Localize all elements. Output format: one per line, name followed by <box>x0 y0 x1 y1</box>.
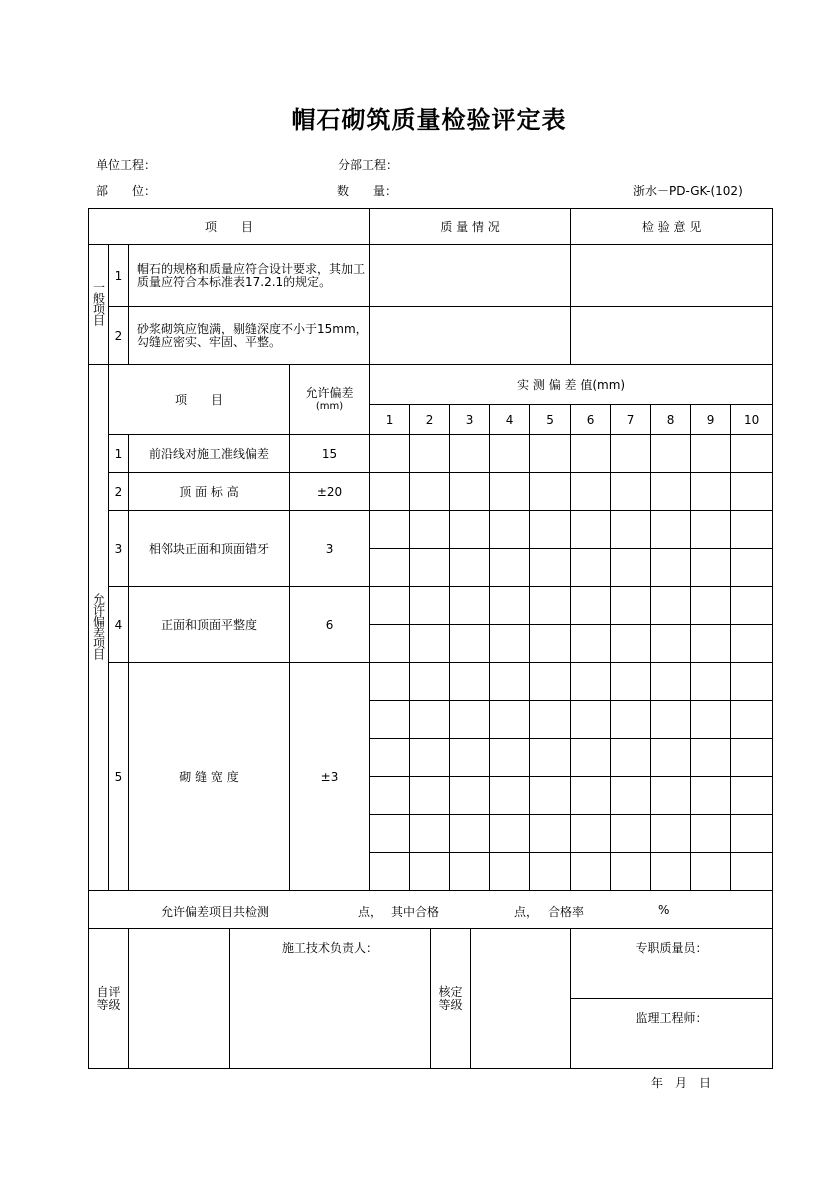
measure-cell[interactable] <box>611 663 651 701</box>
deviation-allow-value: ±3 <box>290 663 370 891</box>
deviation-row <box>89 473 773 511</box>
verify-grade-label: 核定 等级 <box>431 929 471 1069</box>
measure-cell[interactable] <box>651 549 691 587</box>
measure-column-header: 7 <box>611 405 651 435</box>
measure-cell[interactable] <box>490 777 530 815</box>
measure-cell[interactable] <box>731 587 773 625</box>
deviation-item-text: 顶 面 标 高 <box>129 473 290 511</box>
signature-table <box>88 928 773 1069</box>
measure-cell[interactable] <box>490 739 530 777</box>
unit-project-label: 单位工程： <box>96 158 157 172</box>
measure-cell[interactable] <box>490 663 530 701</box>
measure-cell[interactable] <box>611 739 651 777</box>
summary-text-c: 其中合格 <box>391 905 440 919</box>
measure-cell[interactable] <box>651 701 691 739</box>
page-title: 帽石砌筑质量检验评定表 <box>291 106 567 134</box>
measure-cell[interactable] <box>691 663 731 701</box>
measure-cell[interactable] <box>731 739 773 777</box>
deviation-item-header: 项 目 <box>109 365 290 435</box>
measure-cell[interactable] <box>691 435 731 473</box>
measure-cell[interactable] <box>611 777 651 815</box>
measure-cell[interactable] <box>731 435 773 473</box>
measure-cell[interactable] <box>611 587 651 625</box>
measure-cell[interactable] <box>651 625 691 663</box>
measure-cell[interactable] <box>611 625 651 663</box>
measure-cell[interactable] <box>651 815 691 853</box>
measure-cell[interactable] <box>530 701 571 739</box>
measure-cell[interactable] <box>651 777 691 815</box>
measure-cell[interactable] <box>410 435 450 473</box>
measure-cell[interactable] <box>731 853 773 891</box>
measure-cell[interactable] <box>571 511 611 549</box>
header-item: 项 目 <box>89 209 370 245</box>
measure-cell[interactable] <box>691 701 731 739</box>
measure-cell[interactable] <box>490 701 530 739</box>
quality-officer-label: 专职质量员： <box>571 929 773 999</box>
measure-cell[interactable] <box>691 549 731 587</box>
measure-column-header: 4 <box>490 405 530 435</box>
measure-cell[interactable] <box>410 777 450 815</box>
measure-cell[interactable] <box>370 815 410 853</box>
measure-cell[interactable] <box>370 701 410 739</box>
deviation-item-text: 砌 缝 宽 度 <box>129 663 290 891</box>
measure-column-header: 5 <box>530 405 571 435</box>
sub-project-label: 分部工程： <box>338 158 399 172</box>
measure-cell[interactable] <box>651 587 691 625</box>
measure-cell[interactable] <box>651 473 691 511</box>
measure-cell[interactable] <box>691 511 731 549</box>
header-opinion: 检 验 意 见 <box>571 209 773 245</box>
allow-header: 允许偏差 (mm) <box>290 365 370 435</box>
measure-cell[interactable] <box>450 777 490 815</box>
measure-cell[interactable] <box>450 511 490 549</box>
measure-cell[interactable] <box>651 853 691 891</box>
measure-cell[interactable] <box>410 739 450 777</box>
general-item-no: 2 <box>109 307 129 365</box>
measure-cell[interactable] <box>691 473 731 511</box>
measure-cell[interactable] <box>530 815 571 853</box>
measure-cell[interactable] <box>530 473 571 511</box>
measure-cell[interactable] <box>691 587 731 625</box>
deviation-item-no: 5 <box>109 663 129 891</box>
measure-cell[interactable] <box>731 473 773 511</box>
verify-grade-cell[interactable] <box>471 929 571 1069</box>
measure-cell[interactable] <box>731 549 773 587</box>
measure-cell[interactable] <box>651 511 691 549</box>
deviation-item-no: 4 <box>109 587 129 663</box>
measure-column-header: 8 <box>651 405 691 435</box>
deviation-item-text: 前沿线对施工准线偏差 <box>129 435 290 473</box>
measure-column-header: 3 <box>450 405 490 435</box>
measure-cell[interactable] <box>571 473 611 511</box>
summary-text-f: % <box>658 903 670 917</box>
measure-cell[interactable] <box>410 853 450 891</box>
deviation-item-no: 2 <box>109 473 129 511</box>
opinion-cell[interactable] <box>571 245 773 307</box>
general-item-text: 砂浆砌筑应饱满，剔缝深度不小于15mm，勾缝应密实、牢固、平整。 <box>129 307 370 365</box>
measure-cell[interactable] <box>450 853 490 891</box>
measure-column-header: 2 <box>410 405 450 435</box>
form-code: 浙水－PD-GK-(102) <box>633 184 743 198</box>
measure-cell[interactable] <box>450 701 490 739</box>
measure-cell[interactable] <box>571 701 611 739</box>
deviation-allow-value: 15 <box>290 435 370 473</box>
measure-cell[interactable] <box>490 549 530 587</box>
measure-column-header: 10 <box>731 405 773 435</box>
measure-cell[interactable] <box>370 511 410 549</box>
date-label: 年 月 日 <box>651 1076 712 1090</box>
quantity-label: 数 量： <box>337 184 398 198</box>
measure-cell[interactable] <box>611 701 651 739</box>
measure-cell[interactable] <box>490 435 530 473</box>
self-grade-label: 自评 等级 <box>89 929 129 1069</box>
measure-cell[interactable] <box>410 511 450 549</box>
measure-cell[interactable] <box>370 853 410 891</box>
measure-cell[interactable] <box>370 435 410 473</box>
measure-cell[interactable] <box>691 777 731 815</box>
main-table <box>88 208 773 929</box>
measure-cell[interactable] <box>450 587 490 625</box>
measure-cell[interactable] <box>490 853 530 891</box>
deviation-item-no: 3 <box>109 511 129 587</box>
measure-cell[interactable] <box>370 549 410 587</box>
measure-cell[interactable] <box>450 663 490 701</box>
measure-cell[interactable] <box>571 625 611 663</box>
measure-cell[interactable] <box>490 815 530 853</box>
measure-cell[interactable] <box>571 777 611 815</box>
measure-cell[interactable] <box>410 625 450 663</box>
summary-text-b: 点， <box>358 905 383 919</box>
measure-cell[interactable] <box>611 853 651 891</box>
measure-cell[interactable] <box>731 701 773 739</box>
measure-cell[interactable] <box>731 777 773 815</box>
measure-column-header: 9 <box>691 405 731 435</box>
measure-cell[interactable] <box>611 549 651 587</box>
measure-cell[interactable] <box>450 435 490 473</box>
measure-cell[interactable] <box>651 435 691 473</box>
measure-cell[interactable] <box>530 435 571 473</box>
measure-cell[interactable] <box>611 435 651 473</box>
header-quality: 质 量 情 况 <box>370 209 571 245</box>
measure-cell[interactable] <box>410 815 450 853</box>
measure-column-header: 1 <box>370 405 410 435</box>
measure-cell[interactable] <box>691 853 731 891</box>
measure-cell[interactable] <box>530 625 571 663</box>
measure-cell[interactable] <box>410 587 450 625</box>
summary-text-e: 合格率 <box>548 905 585 919</box>
measure-cell[interactable] <box>571 853 611 891</box>
measure-cell[interactable] <box>530 511 571 549</box>
measure-cell[interactable] <box>370 473 410 511</box>
quality-cell[interactable] <box>370 245 571 307</box>
measure-cell[interactable] <box>490 625 530 663</box>
measure-cell[interactable] <box>571 739 611 777</box>
deviation-row <box>89 435 773 473</box>
measure-cell[interactable] <box>571 587 611 625</box>
measured-header: 实 测 偏 差 值(mm) <box>370 365 773 405</box>
deviation-row <box>89 511 773 549</box>
summary-text-a: 允许偏差项目共检测 <box>161 905 270 919</box>
deviation-allow-value: 3 <box>290 511 370 587</box>
measure-cell[interactable] <box>370 663 410 701</box>
measure-cell[interactable] <box>490 587 530 625</box>
measure-cell[interactable] <box>530 853 571 891</box>
measure-cell[interactable] <box>731 815 773 853</box>
measure-cell[interactable] <box>530 549 571 587</box>
deviation-row <box>89 663 773 701</box>
measure-cell[interactable] <box>450 549 490 587</box>
measure-cell[interactable] <box>530 663 571 701</box>
measure-cell[interactable] <box>611 511 651 549</box>
general-item-no: 1 <box>109 245 129 307</box>
location-label: 部 位： <box>96 184 157 198</box>
measure-cell[interactable] <box>731 625 773 663</box>
measure-cell[interactable] <box>731 511 773 549</box>
measure-cell[interactable] <box>530 587 571 625</box>
measure-cell[interactable] <box>370 739 410 777</box>
measure-cell[interactable] <box>530 777 571 815</box>
summary-row <box>89 891 773 929</box>
measure-cell[interactable] <box>691 625 731 663</box>
measure-cell[interactable] <box>571 549 611 587</box>
measure-cell[interactable] <box>410 701 450 739</box>
self-grade-cell[interactable] <box>129 929 230 1069</box>
measure-cell[interactable] <box>530 739 571 777</box>
measure-cell[interactable] <box>370 777 410 815</box>
measure-cell[interactable] <box>490 473 530 511</box>
measure-cell[interactable] <box>691 815 731 853</box>
quality-cell[interactable] <box>370 307 571 365</box>
measure-cell[interactable] <box>410 663 450 701</box>
measure-cell[interactable] <box>450 625 490 663</box>
opinion-cell[interactable] <box>571 307 773 365</box>
deviation-item-text: 正面和顶面平整度 <box>129 587 290 663</box>
measure-cell[interactable] <box>571 663 611 701</box>
general-item-text: 帽石的规格和质量应符合设计要求，其加工质量应符合本标准表17.2.1的规定。 <box>129 245 370 307</box>
deviation-item-no: 1 <box>109 435 129 473</box>
measure-cell[interactable] <box>571 815 611 853</box>
deviation-allow-value: 6 <box>290 587 370 663</box>
measure-cell[interactable] <box>611 815 651 853</box>
measure-cell[interactable] <box>370 587 410 625</box>
measure-cell[interactable] <box>611 473 651 511</box>
measure-cell[interactable] <box>691 739 731 777</box>
deviation-allow-value: ±20 <box>290 473 370 511</box>
measure-cell[interactable] <box>571 435 611 473</box>
measure-cell[interactable] <box>370 625 410 663</box>
measure-cell[interactable] <box>651 663 691 701</box>
measure-cell[interactable] <box>450 473 490 511</box>
general-items-label: 一般项目 <box>89 245 109 365</box>
measure-cell[interactable] <box>731 663 773 701</box>
deviation-items-label: 允许偏差项目 <box>89 365 109 891</box>
deviation-row <box>89 587 773 625</box>
measure-cell[interactable] <box>450 815 490 853</box>
tech-lead-label: 施工技术负责人： <box>230 929 431 1069</box>
measure-cell[interactable] <box>410 473 450 511</box>
measure-cell[interactable] <box>410 549 450 587</box>
supervisor-label: 监理工程师： <box>571 999 773 1069</box>
deviation-item-text: 相邻块正面和顶面错牙 <box>129 511 290 587</box>
measure-cell[interactable] <box>490 511 530 549</box>
measure-column-header: 6 <box>571 405 611 435</box>
summary-text-d: 点， <box>514 905 539 919</box>
measure-cell[interactable] <box>450 739 490 777</box>
measure-cell[interactable] <box>651 739 691 777</box>
